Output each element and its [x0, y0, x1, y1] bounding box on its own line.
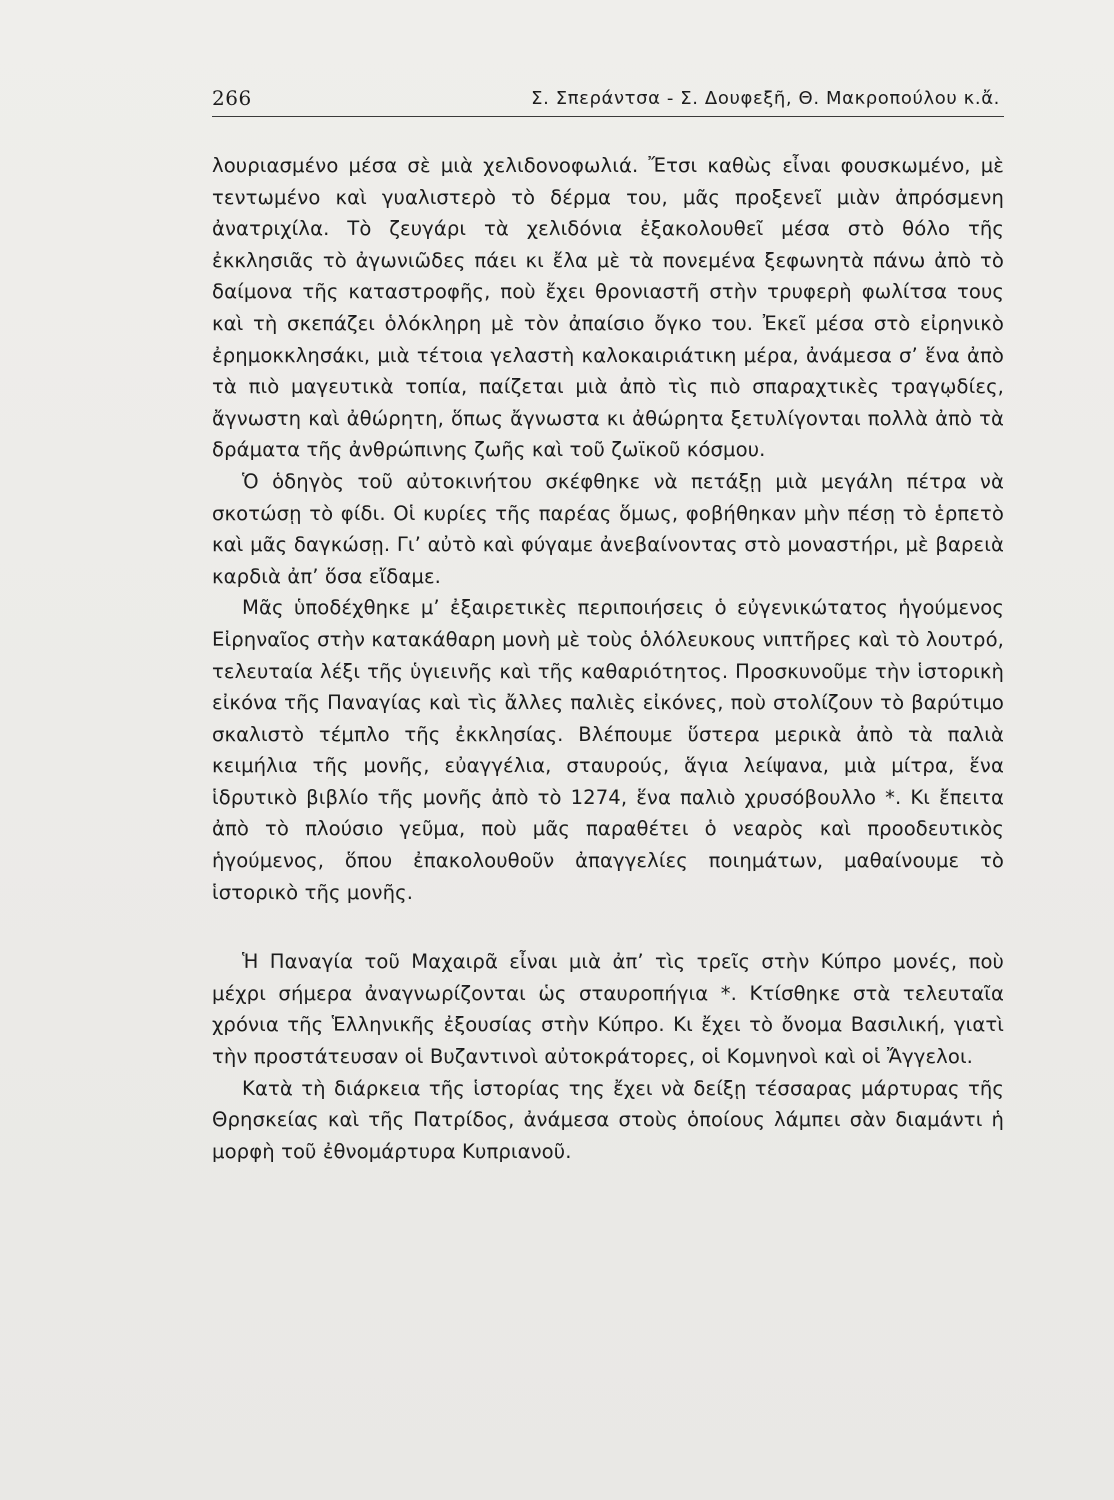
paragraph-5: Κατὰ τὴ διάρκεια τῆς ἱστορίας της ἔχει νὰ δείξῃ τέσσαρας μάρτυρας τῆς Θρησκείας καὶ τῆς Πατρίδος, ἀνάμεσα στοὺς ὁποίους λάμπει σὰν διαμάντι ἡ μορφὴ τοῦ ἐθνομάρτυρα Κυπριανοῦ. [212, 1076, 1004, 1163]
page-body [212, 150, 1004, 1167]
paragraph-1: λουριασμένο μέσα σὲ μιὰ χελιδονοφωλιά. Ἔτσι καθὼς εἶναι φουσκωμένο, μὲ τεντωμένο καὶ γυαλιστερὸ τὸ δέρμα του, μᾶς προξενεῖ μιὰν ἀπρόσμενη ἀνατριχίλα. Τὸ ζευγάρι τὰ χελιδόνια ἐξακολουθεῖ μέσα στὸ θόλο τῆς ἐκκλησιᾶς τὸ ἀγωνιῶδες πάει κι ἔλα μὲ τὰ πονεμένα ξεφωνητὰ πάνω ἀπὸ τὸ δαίμονα τῆς καταστροφῆς, ποὺ ἔχει θρονιαστῆ στὴν τρυφερὴ φωλίτσα τους καὶ τὴ σκεπάζει ὁλόκληρη μὲ τὸν ἀπαίσιο ὄγκο του. Ἐκεῖ μέσα στὸ εἰρηνικὸ ἐρημοκκλησάκι, μιὰ τέτοια γελαστὴ καλοκαιριάτικη μέρα, ἀνάμεσα σ’ ἕνα ἀπὸ τὰ πιὸ μαγευτικὰ τοπία, παίζεται μιὰ ἀπὸ τὶς πιὸ σπαραχτικὲς τραγῳδίες, ἄγνωστη καὶ ἀθώρητη, ὅπως ἄγνωστα κι ἀθώρητα ξετυλίγονται πολλὰ ἀπὸ τὰ δράματα τῆς ἀνθρώπινης ζωῆς καὶ τοῦ ζωϊκοῦ κόσμου. [212, 154, 1004, 462]
paragraph-3: Μᾶς ὑποδέχθηκε μ’ ἐξαιρετικὲς περιποιήσεις ὁ εὐγενικώτατος ἡγούμενος Εἰρηναῖος στὴν κατακάθαρη μονὴ μὲ τοὺς ὁλόλευκους νιπτῆρες καὶ τὸ λουτρό, τελευταία λέξι τῆς ὑγιεινῆς καὶ τῆς καθαριότητος. Προσκυνοῦμε τὴν ἱστορικὴ εἰκόνα τῆς Παναγίας καὶ τὶς ἄλλες παλιὲς εἰκόνες, ποὺ στολίζουν τὸ βαρύτιμο σκαλιστὸ τέμπλο τῆς ἐκκλησίας. Βλέπουμε ὕστερα μερικὰ ἀπὸ τὰ παλιὰ κειμήλια τῆς μονῆς, εὐαγγέλια, σταυρούς, ἅγια λείψανα, μιὰ μίτρα, ἕνα ἱδρυτικὸ βιβλίο τῆς μονῆς ἀπὸ τὸ 1274, ἕνα παλιὸ χρυσόβουλλο *. Κι ἔπειτα ἀπὸ τὸ πλούσιο γεῦμα, ποὺ μᾶς παραθέτει ὁ νεαρὸς καὶ προοδευτικὸς ἡγούμενος, ὅπου ἐπακολουθοῦν ἀπαγγελίες ποιημάτων, μαθαίνουμε τὸ ἱστορικὸ τῆς μονῆς. [212, 596, 1004, 904]
paragraph-2: Ὁ ὁδηγὸς τοῦ αὐτοκινήτου σκέφθηκε νὰ πετάξῃ μιὰ μεγάλη πέτρα νὰ σκοτώσῃ τὸ φίδι. Οἱ κυρίες τῆς παρέας ὅμως, φοβήθηκαν μὴν πέσῃ τὸ ἑρπετὸ καὶ μᾶς δαγκώσῃ. Γι’ αὐτὸ καὶ φύγαμε ἀνεβαίνοντας στὸ μοναστήρι, μὲ βαρειὰ καρδιὰ ἀπ’ ὅσα εἴδαμε. [212, 469, 1004, 588]
page-header [212, 86, 1004, 117]
page-number: 266 [212, 86, 252, 110]
paragraph-4: Ἡ Παναγία τοῦ Μαχαιρᾶ εἶναι μιὰ ἀπ’ τὶς τρεῖς στὴν Κύπρο μονές, ποὺ μέχρι σήμερα ἀναγνωρίζονται ὡς σταυροπήγια *. Κτίσθηκε στὰ τελευταῖα χρόνια τῆς Ἑλληνικῆς ἐξουσίας στὴν Κύπρο. Κι ἔχει τὸ ὄνομα Βασιλική, γιατὶ τὴν προστάτευσαν οἱ Βυζαντινοὶ αὐτοκράτορες, οἱ Κομνηνοὶ καὶ οἱ Ἄγγελοι. [212, 950, 1004, 1069]
running-head: Σ. Σπεράντσα - Σ. Δουφεξῆ, Θ. Μακροπούλου κ.ἄ. [531, 88, 1000, 109]
